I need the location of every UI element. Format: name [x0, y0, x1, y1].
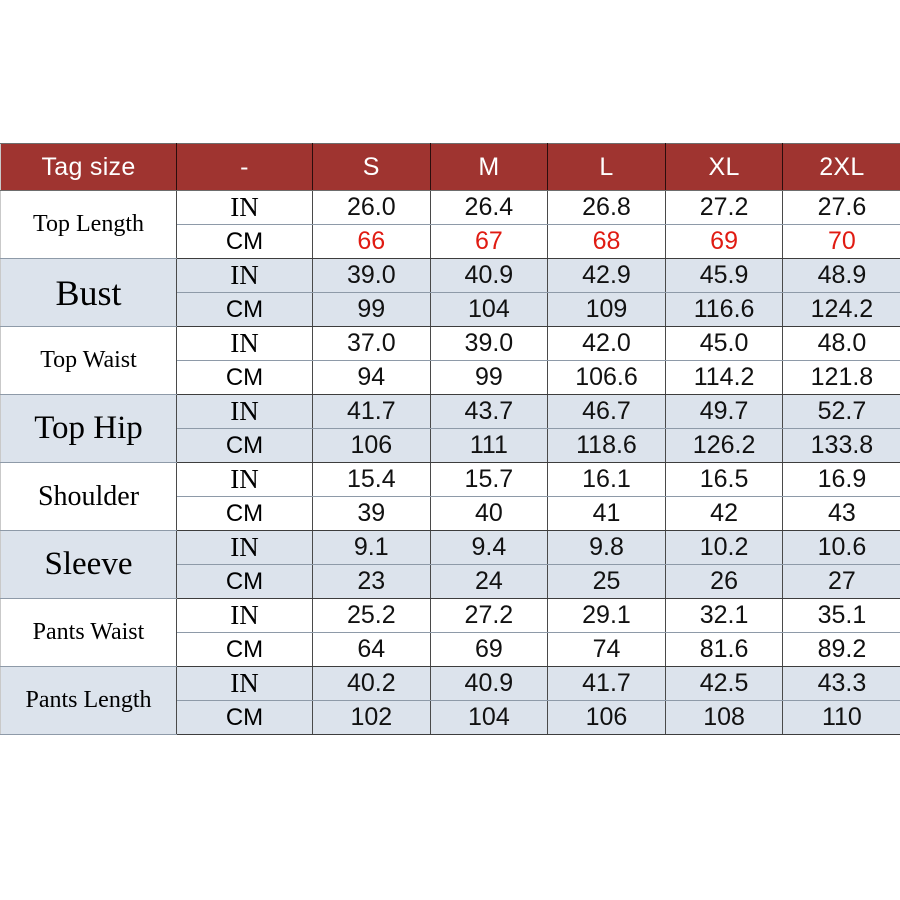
value-cell-cm: 89.2: [783, 633, 900, 667]
value-cell-inch: 10.2: [665, 531, 783, 565]
value-cell-cm: 104: [430, 701, 548, 735]
unit-label-cm: CM: [177, 565, 313, 599]
row-label: Pants Length: [1, 667, 177, 735]
value-cell-cm: 43: [783, 497, 900, 531]
size-chart-table: [0, 143, 900, 735]
unit-label-inch: IN: [177, 667, 313, 701]
unit-label-cm: CM: [177, 497, 313, 531]
value-cell-inch: 41.7: [548, 667, 666, 701]
table-row: [1, 599, 900, 633]
value-cell-inch: 48.9: [783, 259, 900, 293]
table-row: [1, 395, 900, 429]
value-cell-cm: 126.2: [665, 429, 783, 463]
unit-label-inch: IN: [177, 259, 313, 293]
value-cell-inch: 40.9: [430, 667, 548, 701]
value-cell-cm: 121.8: [783, 361, 900, 395]
table-row: [1, 531, 900, 565]
value-cell-inch: 41.7: [313, 395, 431, 429]
header-size-l: L: [548, 144, 666, 191]
value-cell-cm: 70: [783, 225, 900, 259]
value-cell-cm: 67: [430, 225, 548, 259]
value-cell-cm: 110: [783, 701, 900, 735]
value-cell-cm: 99: [430, 361, 548, 395]
value-cell-inch: 15.7: [430, 463, 548, 497]
unit-label-cm: CM: [177, 701, 313, 735]
size-chart-container: [0, 143, 900, 735]
value-cell-cm: 102: [313, 701, 431, 735]
value-cell-cm: 114.2: [665, 361, 783, 395]
unit-label-cm: CM: [177, 293, 313, 327]
value-cell-cm: 27: [783, 565, 900, 599]
value-cell-cm: 40: [430, 497, 548, 531]
value-cell-inch: 46.7: [548, 395, 666, 429]
value-cell-inch: 16.9: [783, 463, 900, 497]
value-cell-cm: 133.8: [783, 429, 900, 463]
value-cell-inch: 9.8: [548, 531, 666, 565]
value-cell-inch: 27.6: [783, 191, 900, 225]
value-cell-cm: 108: [665, 701, 783, 735]
header-size-m: M: [430, 144, 548, 191]
table-body: [1, 191, 900, 735]
table-row: [1, 259, 900, 293]
row-label: Pants Waist: [1, 599, 177, 667]
value-cell-inch: 16.1: [548, 463, 666, 497]
unit-label-inch: IN: [177, 531, 313, 565]
value-cell-inch: 48.0: [783, 327, 900, 361]
unit-label-inch: IN: [177, 395, 313, 429]
value-cell-inch: 43.3: [783, 667, 900, 701]
value-cell-cm: 69: [430, 633, 548, 667]
row-label: Sleeve: [1, 531, 177, 599]
value-cell-inch: 10.6: [783, 531, 900, 565]
value-cell-inch: 15.4: [313, 463, 431, 497]
value-cell-cm: 26: [665, 565, 783, 599]
unit-label-cm: CM: [177, 361, 313, 395]
value-cell-inch: 39.0: [313, 259, 431, 293]
value-cell-cm: 66: [313, 225, 431, 259]
value-cell-inch: 9.1: [313, 531, 431, 565]
value-cell-cm: 118.6: [548, 429, 666, 463]
value-cell-cm: 81.6: [665, 633, 783, 667]
row-label: Top Length: [1, 191, 177, 259]
value-cell-cm: 106: [313, 429, 431, 463]
value-cell-inch: 40.2: [313, 667, 431, 701]
value-cell-inch: 43.7: [430, 395, 548, 429]
table-row: [1, 191, 900, 225]
row-label: Shoulder: [1, 463, 177, 531]
value-cell-inch: 42.5: [665, 667, 783, 701]
value-cell-inch: 42.0: [548, 327, 666, 361]
value-cell-cm: 24: [430, 565, 548, 599]
value-cell-cm: 39: [313, 497, 431, 531]
header-unit: -: [177, 144, 313, 191]
value-cell-inch: 16.5: [665, 463, 783, 497]
value-cell-cm: 64: [313, 633, 431, 667]
value-cell-cm: 74: [548, 633, 666, 667]
value-cell-cm: 94: [313, 361, 431, 395]
unit-label-inch: IN: [177, 191, 313, 225]
value-cell-cm: 41: [548, 497, 666, 531]
value-cell-inch: 45.0: [665, 327, 783, 361]
value-cell-inch: 29.1: [548, 599, 666, 633]
header-row: [1, 144, 900, 191]
value-cell-inch: 26.4: [430, 191, 548, 225]
row-label: Top Waist: [1, 327, 177, 395]
header-size-2xl: 2XL: [783, 144, 900, 191]
value-cell-inch: 9.4: [430, 531, 548, 565]
value-cell-inch: 45.9: [665, 259, 783, 293]
value-cell-cm: 42: [665, 497, 783, 531]
value-cell-cm: 109: [548, 293, 666, 327]
value-cell-inch: 27.2: [430, 599, 548, 633]
row-label: Top Hip: [1, 395, 177, 463]
unit-label-cm: CM: [177, 633, 313, 667]
value-cell-inch: 25.2: [313, 599, 431, 633]
value-cell-inch: 42.9: [548, 259, 666, 293]
value-cell-cm: 106: [548, 701, 666, 735]
value-cell-cm: 111: [430, 429, 548, 463]
value-cell-cm: 106.6: [548, 361, 666, 395]
value-cell-inch: 39.0: [430, 327, 548, 361]
value-cell-inch: 40.9: [430, 259, 548, 293]
header-size-s: S: [313, 144, 431, 191]
unit-label-cm: CM: [177, 225, 313, 259]
value-cell-cm: 23: [313, 565, 431, 599]
row-label: Bust: [1, 259, 177, 327]
value-cell-cm: 68: [548, 225, 666, 259]
value-cell-inch: 52.7: [783, 395, 900, 429]
value-cell-cm: 124.2: [783, 293, 900, 327]
unit-label-inch: IN: [177, 599, 313, 633]
value-cell-inch: 32.1: [665, 599, 783, 633]
value-cell-inch: 26.8: [548, 191, 666, 225]
header-tag-size: Tag size: [1, 144, 177, 191]
value-cell-cm: 116.6: [665, 293, 783, 327]
value-cell-inch: 26.0: [313, 191, 431, 225]
unit-label-cm: CM: [177, 429, 313, 463]
table-row: [1, 463, 900, 497]
value-cell-inch: 27.2: [665, 191, 783, 225]
value-cell-inch: 49.7: [665, 395, 783, 429]
table-row: [1, 667, 900, 701]
value-cell-cm: 69: [665, 225, 783, 259]
value-cell-cm: 104: [430, 293, 548, 327]
value-cell-inch: 37.0: [313, 327, 431, 361]
header-size-xl: XL: [665, 144, 783, 191]
unit-label-inch: IN: [177, 327, 313, 361]
value-cell-cm: 25: [548, 565, 666, 599]
table-row: [1, 327, 900, 361]
table-header: [1, 144, 900, 191]
value-cell-inch: 35.1: [783, 599, 900, 633]
value-cell-cm: 99: [313, 293, 431, 327]
unit-label-inch: IN: [177, 463, 313, 497]
